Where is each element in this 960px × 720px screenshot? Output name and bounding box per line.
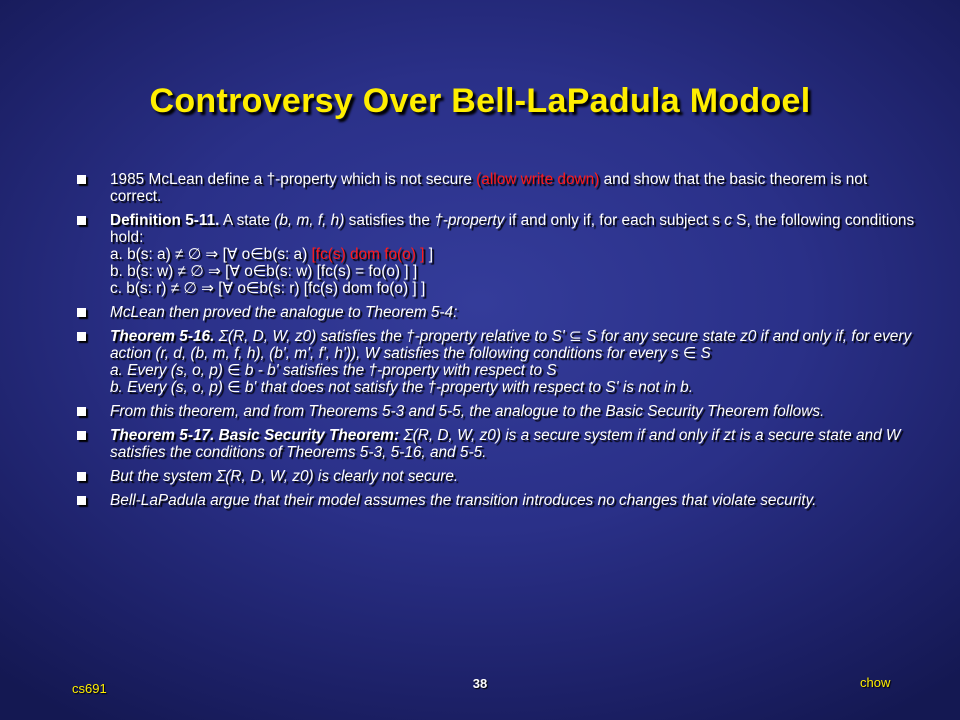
- list-item: [70, 427, 920, 461]
- item-text: A state: [219, 212, 275, 229]
- item-text: Bell-LaPadula argue that their model assumes the transition introduces no changes that violate security.: [110, 492, 817, 509]
- theorem-line-b: b. Every (s, o, p) ∈ b' that does not satisfy the †-property with respect to S' is not in b.: [110, 379, 694, 396]
- list-item: [70, 468, 920, 485]
- bullet-list: [70, 171, 920, 516]
- definition-label: Definition 5-11.: [110, 212, 220, 229]
- square-bullet-icon: [77, 332, 86, 341]
- condition-b: b. b(s: w) ≠ ∅ ⇒ [∀ o∈b(s: w) [fc(s) = fo(o) ] ]: [110, 263, 418, 280]
- footer-author: chow: [860, 675, 891, 690]
- item-text: Σ(R, D, W, z0) satisfies the †-property relative to S' ⊆ S for any secure state z0 if and only if, for every action (r, d, (b, m, f, h), (b', m', f', h')), W satisfies the following conditions for every s ∈ S: [110, 328, 912, 362]
- item-text: Σ(R, D, W, z0) is a secure system if and only if zt is a secure state and W satisfies the conditions of Theorems 5-3, 5-16, and 5-5.: [110, 427, 901, 461]
- condition-a: [110, 246, 920, 263]
- item-text: and show that the basic theorem is not correct.: [110, 171, 868, 205]
- list-item: [70, 212, 920, 297]
- item-text: if and only if, for each subject s: [504, 212, 725, 229]
- theorem-line-a: a. Every (s, o, p) ∈ b - b' satisfies the †-property with respect to S: [110, 362, 557, 379]
- highlight-text: (allow write down): [476, 171, 600, 188]
- square-bullet-icon: [77, 175, 86, 184]
- item-text: McLean then proved the analogue to Theorem 5-4:: [110, 304, 458, 321]
- condition-a-highlight: [fc(s) dom fo(o) ]: [311, 246, 425, 263]
- item-text: satisfies the: [344, 212, 435, 229]
- item-text: 1985 McLean define a †-property which is not secure: [110, 171, 477, 188]
- item-text: (b, m, f, h): [274, 212, 345, 229]
- list-item: [70, 171, 920, 205]
- list-item: [70, 304, 920, 321]
- square-bullet-icon: [77, 308, 86, 317]
- list-item: [70, 403, 920, 420]
- condition-a-text: a. b(s: a) ≠ ∅ ⇒ [∀ o∈b(s: a): [110, 246, 312, 263]
- square-bullet-icon: [77, 431, 86, 440]
- page-number: 38: [472, 676, 488, 691]
- square-bullet-icon: [77, 216, 86, 225]
- square-bullet-icon: [77, 472, 86, 481]
- condition-a-end: ]: [424, 246, 433, 263]
- footer-course: cs691: [72, 681, 107, 696]
- item-text: But the system Σ(R, D, W, z0) is clearly not secure.: [110, 468, 459, 485]
- slide-title: Controversy Over Bell-LaPadula Modoel: [149, 82, 811, 120]
- item-text: From this theorem, and from Theorems 5-3 and 5-5, the analogue to the Basic Security Theorem follows.: [110, 403, 825, 420]
- square-bullet-icon: [77, 407, 86, 416]
- item-text: c: [724, 212, 732, 229]
- item-text: S, the following conditions hold:: [110, 212, 915, 246]
- item-text: †-property: [434, 212, 505, 229]
- square-bullet-icon: [77, 496, 86, 505]
- list-item: [70, 492, 920, 509]
- condition-c: c. b(s: r) ≠ ∅ ⇒ [∀ o∈b(s: r) [fc(s) dom fo(o) ] ]: [110, 280, 426, 297]
- theorem-label: Theorem 5-17. Basic Security Theorem:: [110, 427, 400, 444]
- theorem-label: Theorem 5-16.: [110, 328, 215, 345]
- list-item: [70, 328, 920, 396]
